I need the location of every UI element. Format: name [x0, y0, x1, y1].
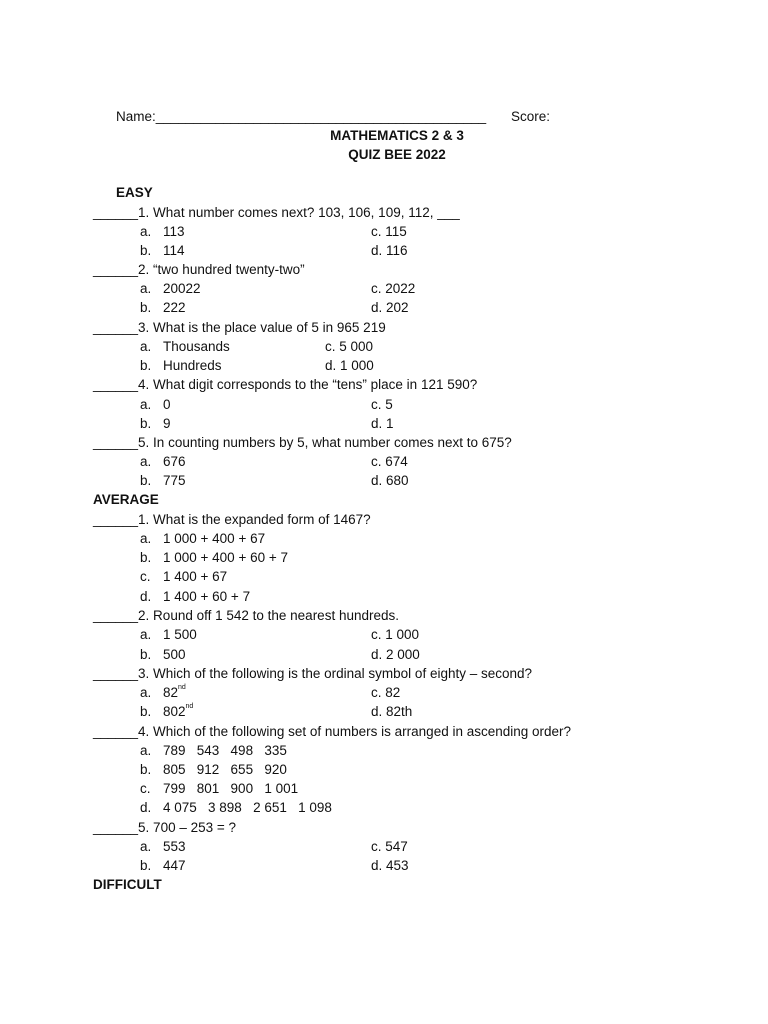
average-q5-choice-d: d. 453	[371, 858, 409, 873]
name-line: Name:____________________________________________	[116, 109, 487, 124]
average-q3-choice-c: c. 82	[371, 685, 401, 700]
average-q4-choice-d: 4 075 3 898 2 651 1 098	[163, 800, 332, 815]
easy-q2-choice-d: d. 202	[371, 300, 409, 315]
easy-q5-choice-c: c. 674	[371, 454, 408, 469]
average-question-3: ______3. Which of the following is the ordinal symbol of eighty – second?	[93, 666, 533, 681]
average-q4-choice-a: 789 543 498 335	[163, 743, 287, 758]
average-q3-choice-a: 82nd	[163, 684, 186, 700]
average-q3-choice-b: 802nd	[163, 703, 194, 719]
choice-marker: b.	[140, 473, 152, 488]
average-q1-choice-a: 1 000 + 400 + 67	[163, 531, 266, 546]
easy-q1-choice-c: c. 115	[371, 224, 407, 239]
choice-marker: a.	[140, 281, 152, 296]
average-q1-choice-b: 1 000 + 400 + 60 + 7	[163, 550, 288, 565]
choice-marker: b.	[140, 550, 152, 565]
choice-marker: a.	[140, 839, 152, 854]
easy-q5-choice-b: 775	[163, 473, 186, 488]
easy-q4-choice-a: 0	[163, 397, 171, 412]
average-q5-choice-c: c. 547	[371, 839, 408, 854]
average-question-1: ______1. What is the expanded form of 1467?	[93, 512, 371, 527]
average-q2-choice-a: 1 500	[163, 627, 197, 642]
easy-q5-choice-a: 676	[163, 454, 186, 469]
page-subtitle: QUIZ BEE 2022	[348, 147, 446, 162]
choice-marker: b.	[140, 858, 152, 873]
choice-marker: b.	[140, 647, 152, 662]
section-heading-average: AVERAGE	[93, 492, 159, 507]
average-q3-choice-d: d. 82th	[371, 704, 413, 719]
choice-marker: a.	[140, 224, 152, 239]
easy-q4-choice-c: c. 5	[371, 397, 393, 412]
section-heading-difficult: DIFFICULT	[93, 877, 162, 892]
choice-marker: b.	[140, 243, 152, 258]
easy-question-4: ______4. What digit corresponds to the “tens” place in 121 590?	[93, 377, 478, 392]
easy-question-2: ______2. “two hundred twenty-two”	[93, 262, 305, 277]
easy-question-5: ______5. In counting numbers by 5, what number comes next to 675?	[93, 435, 512, 450]
choice-marker: b.	[140, 300, 152, 315]
easy-q4-choice-b: 9	[163, 416, 171, 431]
average-question-4: ______4. Which of the following set of numbers is arranged in ascending order?	[93, 724, 572, 739]
easy-q3-choice-d: d. 1 000	[325, 358, 374, 373]
section-heading-easy: EASY	[116, 185, 153, 200]
easy-q2-choice-b: 222	[163, 300, 186, 315]
choice-marker: b.	[140, 416, 152, 431]
score-label: Score:	[511, 109, 551, 124]
choice-marker: d.	[140, 800, 152, 815]
easy-q5-choice-d: d. 680	[371, 473, 409, 488]
easy-q3-choice-b: Hundreds	[163, 358, 222, 373]
easy-q3-choice-a: Thousands	[163, 339, 230, 354]
average-q4-choice-b: 805 912 655 920	[163, 762, 287, 777]
easy-q2-choice-c: c. 2022	[371, 281, 416, 296]
choice-marker: a.	[140, 531, 152, 546]
average-q5-choice-a: 553	[163, 839, 186, 854]
average-q2-choice-d: d. 2 000	[371, 647, 420, 662]
average-q2-choice-c: c. 1 000	[371, 627, 420, 642]
average-q1-choice-c: 1 400 + 67	[163, 569, 228, 584]
choice-marker: a.	[140, 743, 152, 758]
choice-marker: a.	[140, 339, 152, 354]
choice-marker: b.	[140, 358, 152, 373]
average-q1-choice-d: 1 400 + 60 + 7	[163, 589, 251, 604]
easy-q1-choice-d: d. 116	[371, 243, 408, 258]
average-q4-choice-c: 799 801 900 1 001	[163, 781, 299, 796]
average-question-5: ______5. 700 – 253 = ?	[93, 820, 237, 835]
average-q5-choice-b: 447	[163, 858, 186, 873]
easy-q1-choice-a: 113	[163, 224, 185, 239]
choice-marker: c.	[140, 569, 151, 584]
easy-q4-choice-d: d. 1	[371, 416, 394, 431]
page-title: MATHEMATICS 2 & 3	[330, 128, 464, 143]
choice-marker: c.	[140, 781, 151, 796]
easy-q3-choice-c: c. 5 000	[325, 339, 374, 354]
easy-question-3: ______3. What is the place value of 5 in 965 219	[93, 320, 386, 335]
choice-marker: a.	[140, 685, 152, 700]
easy-q1-choice-b: 114	[163, 243, 185, 258]
choice-marker: b.	[140, 704, 152, 719]
choice-marker: a.	[140, 397, 152, 412]
average-q2-choice-b: 500	[163, 647, 186, 662]
easy-q2-choice-a: 20022	[163, 281, 201, 296]
easy-question-1: ______1. What number comes next? 103, 106, 109, 112, ___	[93, 205, 460, 220]
average-question-2: ______2. Round off 1 542 to the nearest hundreds.	[93, 608, 399, 623]
choice-marker: a.	[140, 627, 152, 642]
choice-marker: a.	[140, 454, 152, 469]
choice-marker: b.	[140, 762, 152, 777]
choice-marker: d.	[140, 589, 152, 604]
